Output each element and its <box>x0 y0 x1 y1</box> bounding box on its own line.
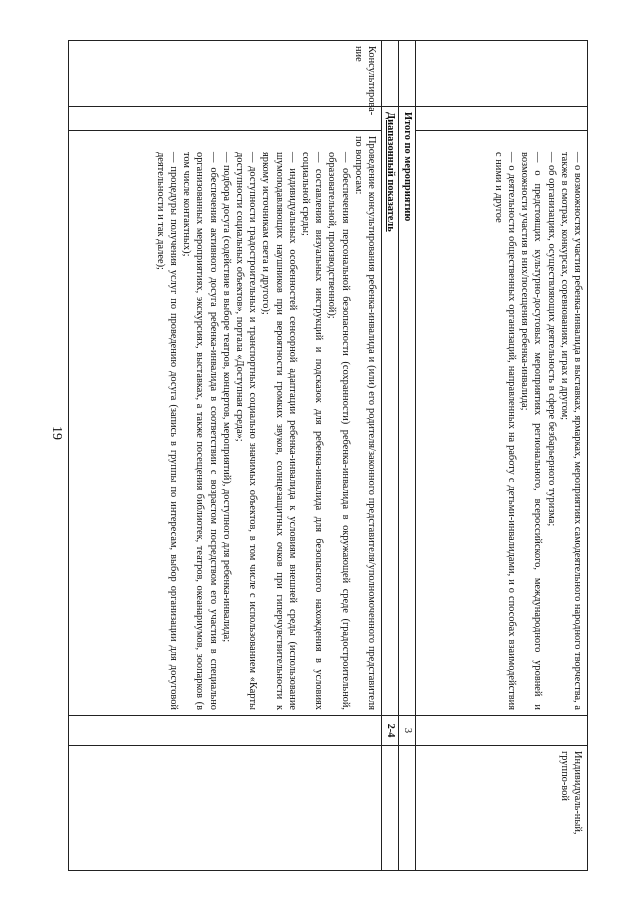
table-row-total <box>399 41 416 871</box>
consult-label: Консультирова-ние <box>352 46 377 116</box>
services-table <box>68 40 588 871</box>
list-item: — доступности градостроительных и транспортных социально значимых объектов, в том числе с использованием «Карты доступности социальных объектов», портала «Доступная среда»; <box>233 152 259 710</box>
consult-intro: Проведение консультирования ребенка-инвалида и (или) его родителя/законного представителя/уполномоченного представителя по вопросам: <box>352 136 377 710</box>
list-item: — подбора досуга (содействие в выборе театров, концертов, мероприятий), доступного для ребенка-инвалида; <box>220 152 232 643</box>
list-item: — о возможностях участия ребенка-инвалида в выставках, ярмарках, мероприятиях самодеятельного народного творчества, а также в смотрах, конкурсах, соревнованиях, играх и другом; <box>558 152 583 710</box>
total-value: 3 <box>399 716 416 746</box>
cell-consult-label <box>69 41 382 116</box>
list-item: — обеспечения персональной безопасности (сохранности) ребенка-инвалида в окружающей среде (градостроительной, образовательной, производственной); <box>326 152 351 710</box>
list-item: — обеспечения активного досуга ребенка-инвалида в соответствии с возрастом посредством его участия в специально организованных мероприятиях, экскурсиях, выставках, а также посещения библиотек, театров, океанариумов, зоопарков (в том числе контактных); <box>181 152 219 710</box>
range-value: 2-4 <box>382 716 399 746</box>
list-item: — индивидуальных особенностей сенсорной адаптации ребенка-инвалида к условиям внешней среды (использование шумоподавляющих наушников при вероятности громких звуков, солнцезащитных очков при гиперчувствительности к яркому источникам света и другого); <box>260 152 298 710</box>
list-item: — процедуры получения услуг по проведению досуга (запись в группы по интересам, выбор организации для досуговой деятельности и так далее); <box>154 152 179 710</box>
list-item: — составления визуальных инструкций и подсказок для ребенка-инвалида для безопасного нахождения в условиях социальной среды; <box>299 152 325 710</box>
rotated-table-area <box>68 40 588 870</box>
cell-consult-items <box>69 131 382 716</box>
cell-leisure-items <box>416 131 588 716</box>
cell-empty-code <box>416 107 588 131</box>
cell-empty-label <box>416 41 588 107</box>
range-label: Диапазонный показатель <box>385 112 396 232</box>
table-row-leisure-info <box>416 41 588 871</box>
form-of-service: Индивидуаль-ный, группо-вой <box>558 751 583 835</box>
list-item: — о предстоящих культурно-досуговых мероприятиях регионального, всероссийского, международного уровней и возможности участия в них/посещения ребенка-инвалида; <box>519 152 544 710</box>
cell-leisure-form <box>416 746 588 871</box>
table-row-consulting <box>69 41 382 871</box>
page-number: 19 <box>49 426 64 440</box>
list-item: — об организациях, осуществляющих деятельность в сфере безбарьерного туризма; <box>545 152 557 527</box>
cell-empty-count <box>416 716 588 746</box>
table-row-range <box>382 41 399 871</box>
list-item: — о деятельности общественных организаций, направленных на работу с детьми-инвалидами, и о способах взаимодействия с ними и другое <box>492 152 517 710</box>
total-label: Итого по мероприятию <box>402 112 413 222</box>
